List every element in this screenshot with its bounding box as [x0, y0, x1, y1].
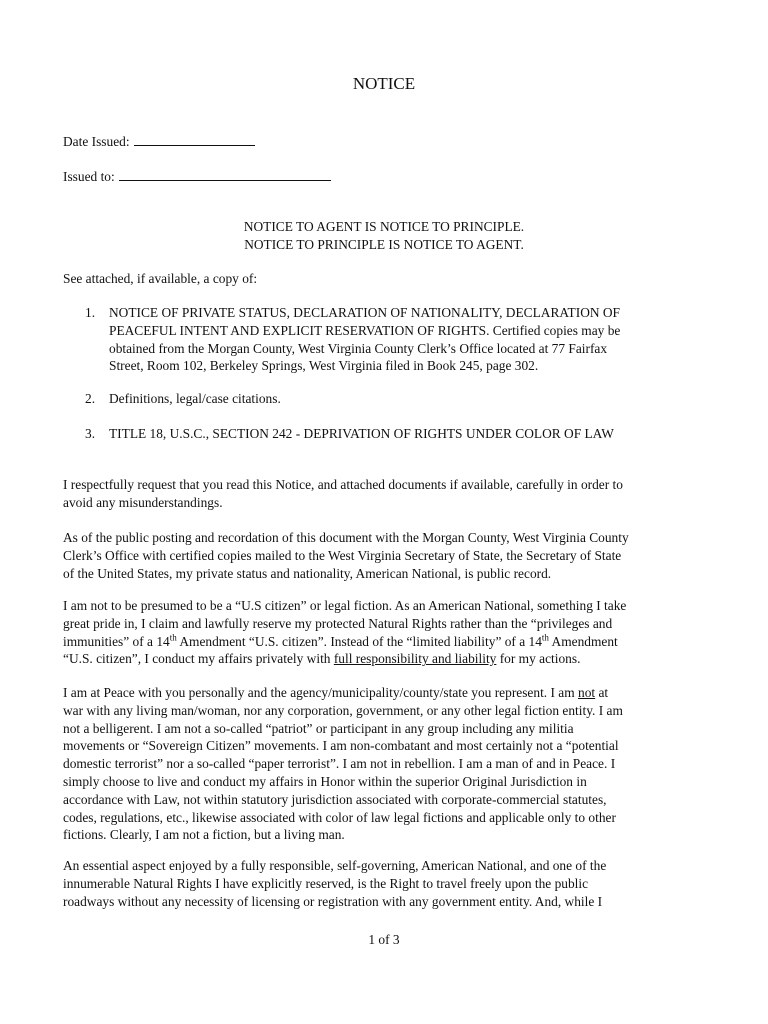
paragraph-line: I respectfully request that you read this Notice, and attached documents if available, carefully in order to: [63, 477, 623, 492]
list-item-text: [109, 304, 620, 375]
issued-to-field: [63, 166, 331, 186]
text-run: Amendment: [548, 633, 618, 649]
text-run: immunities” of a 14: [63, 633, 170, 649]
text-run: Amendment “U.S. citizen”. Instead of the “limited liability” of a 14: [176, 633, 542, 649]
date-issued-field: [63, 131, 255, 151]
principle-line: NOTICE TO AGENT IS NOTICE TO PRINCIPLE.: [243, 219, 525, 234]
paragraph-line: accordance with Law, not within statutory jurisdiction associated with corporate-commercial statutes,: [63, 791, 607, 807]
paragraph-line: avoid any misunderstandings.: [63, 494, 223, 510]
list-line: Street, Room 102, Berkeley Springs, West Virginia filed in Book 245, page 302.: [109, 358, 539, 374]
date-issued-blank: [134, 131, 255, 146]
underlined-text: not: [578, 685, 596, 700]
date-issued-label: Date Issued:: [63, 134, 130, 149]
paragraph-line: war with any living man/woman, nor any corporation, government, or any other legal fiction entity. I am: [63, 702, 623, 718]
paragraph-line: Clerk’s Office with certified copies mailed to the West Virginia Secretary of State, the Secretary of State: [63, 547, 622, 563]
paragraph-travel: [63, 857, 705, 910]
text-run: for my actions.: [496, 651, 581, 667]
list-item-text: [109, 390, 281, 408]
paragraph-line: great pride in, I claim and lawfully reserve my protected Natural Rights rather than the “privileges and: [63, 615, 613, 631]
paragraph-line: fictions. Clearly, I am not a fiction, but a living man.: [63, 827, 345, 843]
paragraph-line: An essential aspect enjoyed by a fully responsible, self-governing, American National, and one of the: [63, 858, 607, 873]
issued-to-blank: [119, 166, 331, 181]
text-run: “U.S. citizen”, I conduct my affairs privately with: [63, 651, 334, 667]
paragraph-line: not a belligerent. I am not a so-called “patriot” or participant in any group including any militia: [63, 720, 574, 736]
paragraph-line: I am not to be presumed to be a “U.S citizen” or legal fiction. As an American National, something I take: [63, 598, 627, 613]
list-number: 1.: [85, 305, 96, 320]
issued-to-label: Issued to:: [63, 169, 115, 184]
attached-intro: See attached, if available, a copy of:: [63, 271, 258, 286]
paragraph-line: [63, 684, 705, 702]
list-number: 3.: [85, 426, 96, 441]
paragraph-line: [63, 633, 705, 651]
principle-line: NOTICE TO PRINCIPLE IS NOTICE TO AGENT.: [244, 236, 524, 252]
paragraph-line: of the United States, my private status and nationality, American National, is public record.: [63, 565, 552, 581]
principle-statement: [0, 218, 768, 254]
list-item-text: [109, 425, 614, 443]
paragraph-line: As of the public posting and recordation of this document with the Morgan County, West Virginia County: [63, 530, 629, 545]
list-number: 2.: [85, 391, 96, 406]
text-run: at: [595, 685, 609, 700]
paragraph-line: simply choose to live and conduct my affairs in Honor within the superior Original Jurisdiction in: [63, 773, 587, 789]
paragraph-line: [63, 650, 705, 668]
list-line: Definitions, legal/case citations.: [109, 391, 281, 406]
paragraph-line: codes, regulations, etc., likewise associated with color of law legal fictions and applicable only to other: [63, 809, 616, 825]
paragraph-status: [63, 597, 705, 668]
list-line: PEACEFUL INTENT AND EXPLICIT RESERVATION OF RIGHTS. Certified copies may be: [109, 322, 621, 338]
paragraph-line: movements or “Sovereign Citizen” movements. I am non-combatant and most certainly not a “potential: [63, 738, 619, 754]
superscript: th: [541, 632, 549, 643]
superscript: th: [169, 632, 177, 643]
list-line: obtained from the Morgan County, West Virginia County Clerk’s Office located at 77 Fairfax: [109, 340, 608, 356]
list-line: NOTICE OF PRIVATE STATUS, DECLARATION OF NATIONALITY, DECLARATION OF: [109, 305, 620, 320]
paragraph-peace: [63, 684, 705, 844]
list-line: TITLE 18, U.S.C., SECTION 242 - DEPRIVATION OF RIGHTS UNDER COLOR OF LAW: [109, 426, 614, 441]
text-run: I am at Peace with you personally and the agency/municipality/county/state you represent. I am: [63, 685, 579, 700]
paragraph-line: innumerable Natural Rights I have explicitly reserved, is the Right to travel freely upon the public: [63, 875, 589, 891]
page-number: 1 of 3: [368, 932, 400, 947]
paragraph-line: domestic terrorist” nor a so-called “paper terrorist”. I am not in rebellion. I am a man of and in Peace. I: [63, 756, 616, 772]
paragraph-public-record: [63, 529, 705, 582]
underlined-text: full responsibility and liability: [333, 651, 497, 667]
page-title: NOTICE: [352, 74, 416, 93]
paragraph-request: [63, 476, 705, 512]
paragraph-line: roadways without any necessity of licensing or registration with any government entity. And, while I: [63, 893, 603, 909]
